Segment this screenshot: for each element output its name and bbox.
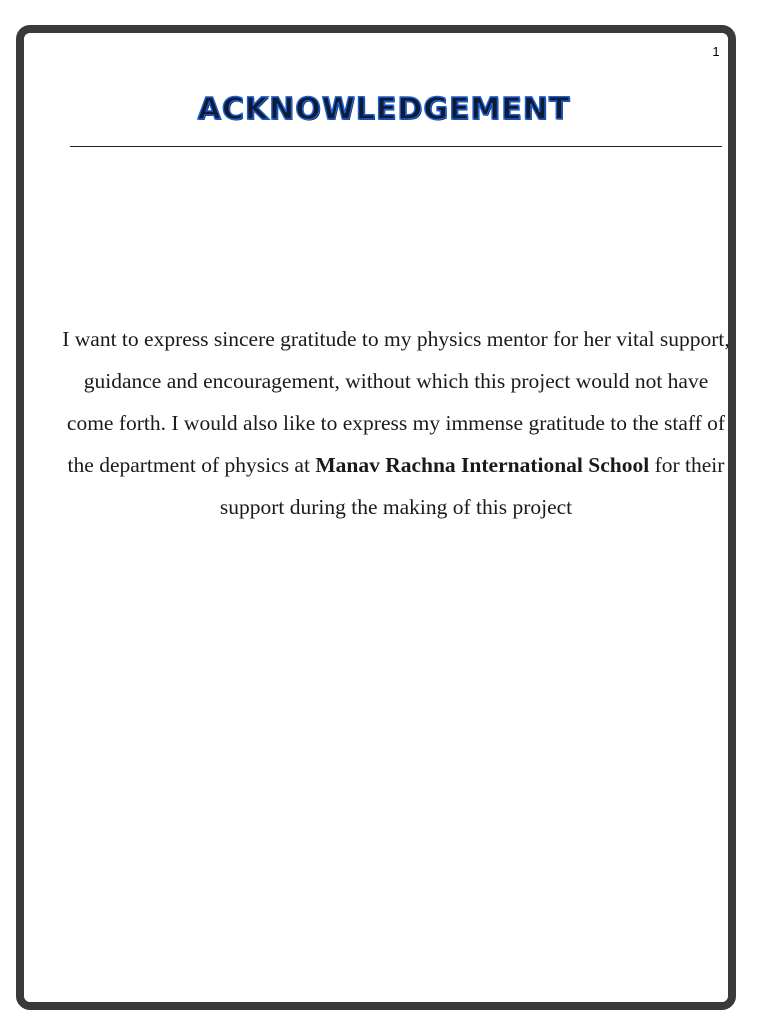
page-number: 1 xyxy=(712,44,720,59)
paragraph-text-after: for their support during the making of this project xyxy=(219,453,725,519)
paragraph-text-before: I want to express sincere gratitude to my physics mentor for her vital support, guidance and encouragement, without which this project would not have come forth. I would also like to express my immense gratitude to the staff of the department of physics at xyxy=(62,327,730,477)
page-title: ACKNOWLEDGEMENT xyxy=(197,92,571,127)
school-name: Manav Rachna International School xyxy=(315,453,650,477)
acknowledgement-paragraph xyxy=(62,318,730,528)
title-divider xyxy=(70,146,722,147)
